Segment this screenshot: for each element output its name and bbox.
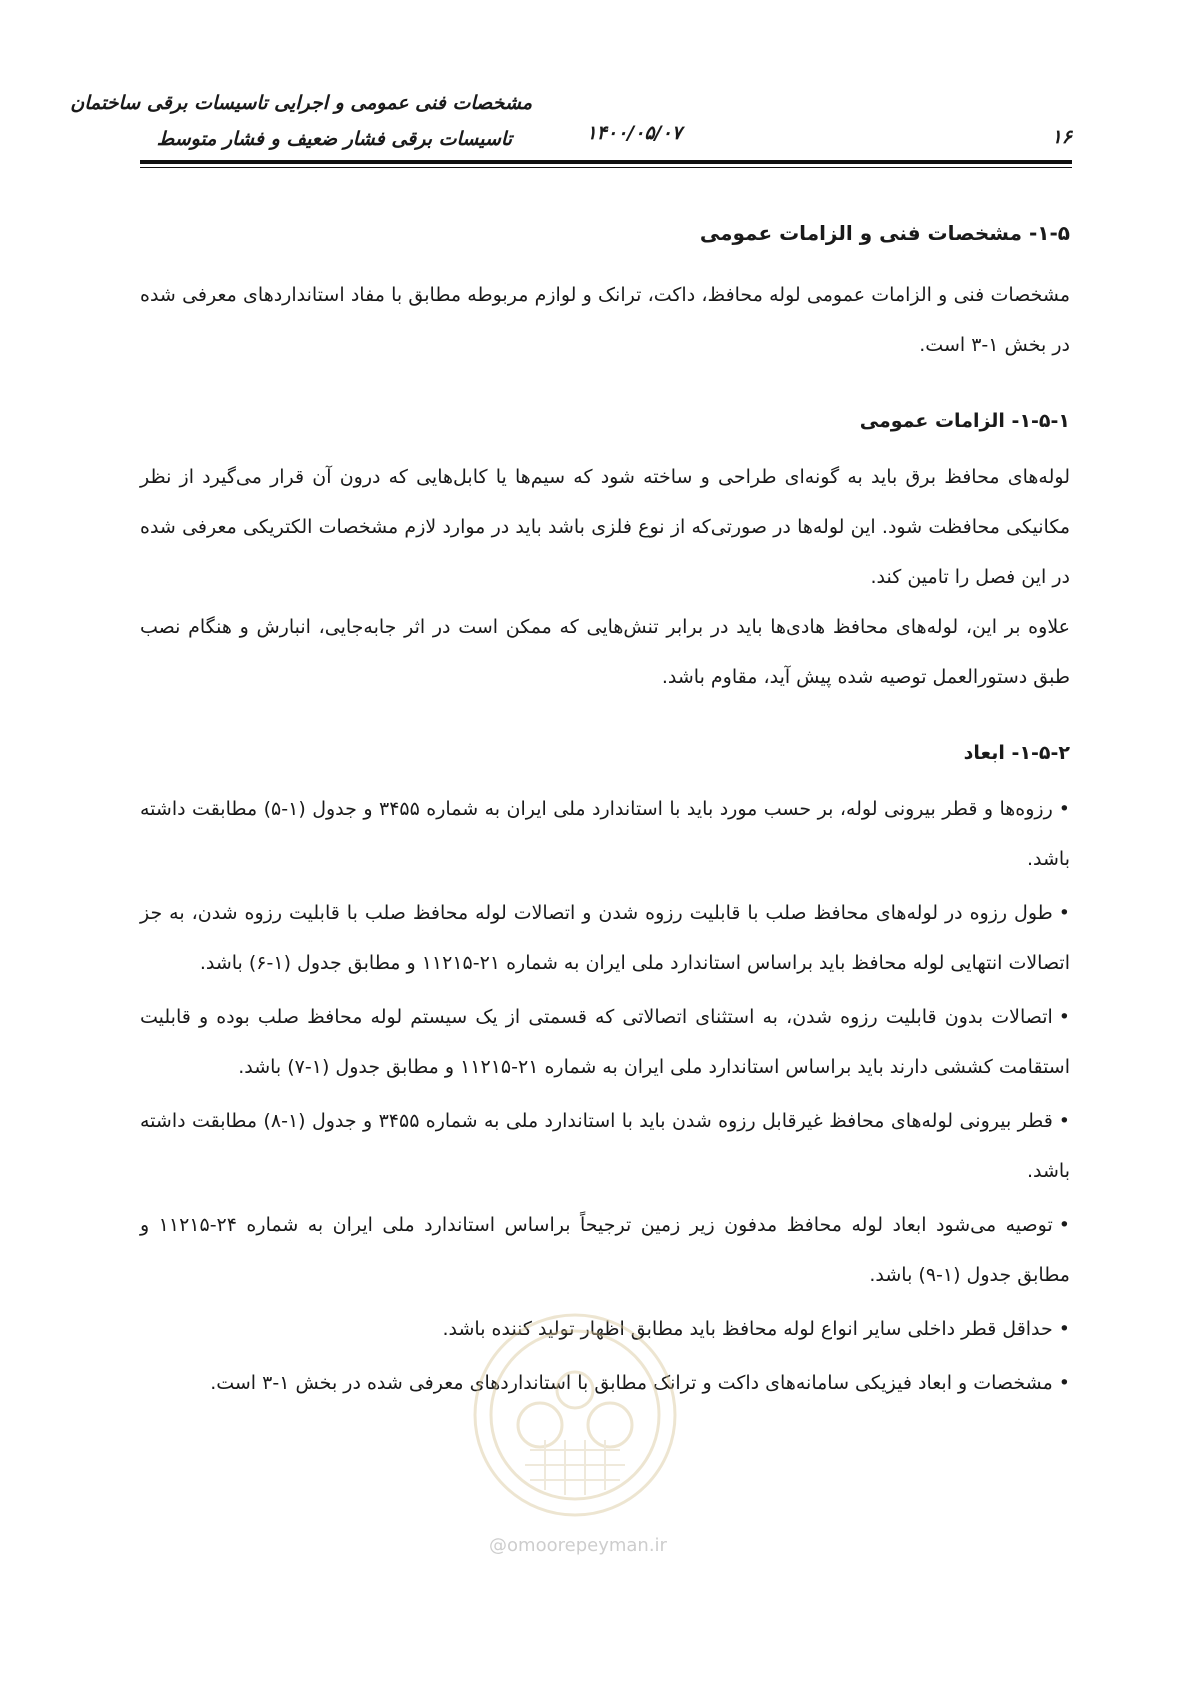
list-item-text: قطر بیرونی لوله‌های محافظ غیرقابل رزوه شدن باید با استاندارد ملی به شماره ۳۴۵۵ و جدول (۱-۸) مطابقت داشته باشد. — [140, 1110, 1070, 1182]
page-number: ۱۶ — [1051, 126, 1072, 148]
section-intro: مشخصات فنی و الزامات عمومی لوله محافظ، داکت، ترانک و لوازم مربوطه مطابق با مفاد استانداردهای معرفی شده در بخش ۱-۳ است. — [140, 284, 1070, 356]
page-header — [70, 92, 1072, 170]
bullet-icon: • — [1058, 1318, 1070, 1340]
list-item — [140, 1200, 1070, 1300]
list-item-text: رزوه‌ها و قطر بیرونی لوله، بر حسب مورد باید با استاندارد ملی ایران به شماره ۳۴۵۵ و جدول (۱-۵) مطابقت داشته باشد. — [140, 798, 1070, 870]
bullet-icon: • — [1058, 1372, 1070, 1394]
watermark-url: @omoorepeyman.ir — [489, 1535, 667, 1556]
header-title-line1: مشخصات فنی عمومی و اجرایی تاسیسات برقی ساختمان — [70, 92, 532, 114]
list-item-text: مشخصات و ابعاد فیزیکی سامانه‌های داکت و ترانک مطابق با استانداردهای معرفی شده در بخش ۱-۳ است. — [210, 1372, 1053, 1394]
section-heading: ۱-۵- مشخصات فنی و الزامات عمومی — [699, 221, 1070, 245]
list-item-text: توصیه می‌شود ابعاد لوله محافظ مدفون زیر زمین ترجیحاً براساس استاندارد ملی ایران به شماره ۲۴-۱۱۲۱۵ و مطابق جدول (۱-۹) باشد. — [140, 1214, 1070, 1286]
bullet-icon: • — [1058, 902, 1070, 924]
page-content — [140, 208, 1070, 1412]
bullet-icon: • — [1058, 1110, 1071, 1132]
watermark-seal-icon — [470, 1310, 680, 1520]
list-item-text: اتصالات بدون قابلیت رزوه شدن، به استثنای اتصالاتی که قسمتی از یک سیستم لوله محافظ صلب بوده و قابلیت استقامت کششی دارند باید براساس استاندارد ملی ایران به شماره ۲۱-۱۱۲۱۵ و مطابق جدول (۱-۷) باشد. — [140, 1006, 1070, 1078]
header-title-line2: تاسیسات برقی فشار ضعیف و فشار متوسط — [156, 128, 512, 150]
list-item — [140, 992, 1070, 1092]
list-item-text: طول رزوه در لوله‌های محافظ صلب با قابلیت رزوه شدن و اتصالات لوله محافظ صلب با قابلیت رزوه شدن، به جز اتصالات انتهایی لوله محافظ باید براساس استاندارد ملی ایران به شماره ۲۱-۱۱۲۱۵ و مطابق جدول (۱-۶) باشد. — [140, 902, 1070, 974]
list-item — [140, 888, 1070, 988]
paragraph-general-2: علاوه بر این، لوله‌های محافظ هادی‌ها باید در برابر تنش‌هایی که ممکن است در اثر جابه‌جایی، انبارش و هنگام نصب طبق دستورالعمل توصیه شده پیش آید، مقاوم باشد. — [140, 616, 1070, 688]
paragraph-general-1: لوله‌های محافظ برق باید به گونه‌ای طراحی و ساخته شود که سیم‌ها یا کابل‌هایی که درون آن قرار می‌گیرد از نظر مکانیکی محافظت شود. این لوله‌ها در صورتی‌که از نوع فلزی باشد باید در موارد لازم مشخصات الکتریکی معرفی شده در این فصل را تامین کند. — [140, 466, 1070, 588]
list-item-text: حداقل قطر داخلی سایر انواع لوله محافظ باید مطابق اظهار تولید کننده باشد. — [442, 1318, 1053, 1340]
bullet-icon: • — [1058, 1006, 1070, 1028]
subsection-heading-dimensions: ۱-۵-۲- ابعاد — [963, 742, 1070, 764]
bullet-icon: • — [1058, 1214, 1070, 1236]
bullet-icon: • — [1058, 798, 1071, 820]
subsection-heading-general: ۱-۵-۱- الزامات عمومی — [859, 410, 1070, 432]
header-rule-thick — [140, 160, 1072, 164]
header-date: ۱۴۰۰/۰۵/۰۷ — [586, 122, 682, 144]
list-item — [140, 784, 1070, 884]
list-item — [140, 1096, 1070, 1196]
header-rule-thin — [140, 167, 1072, 168]
